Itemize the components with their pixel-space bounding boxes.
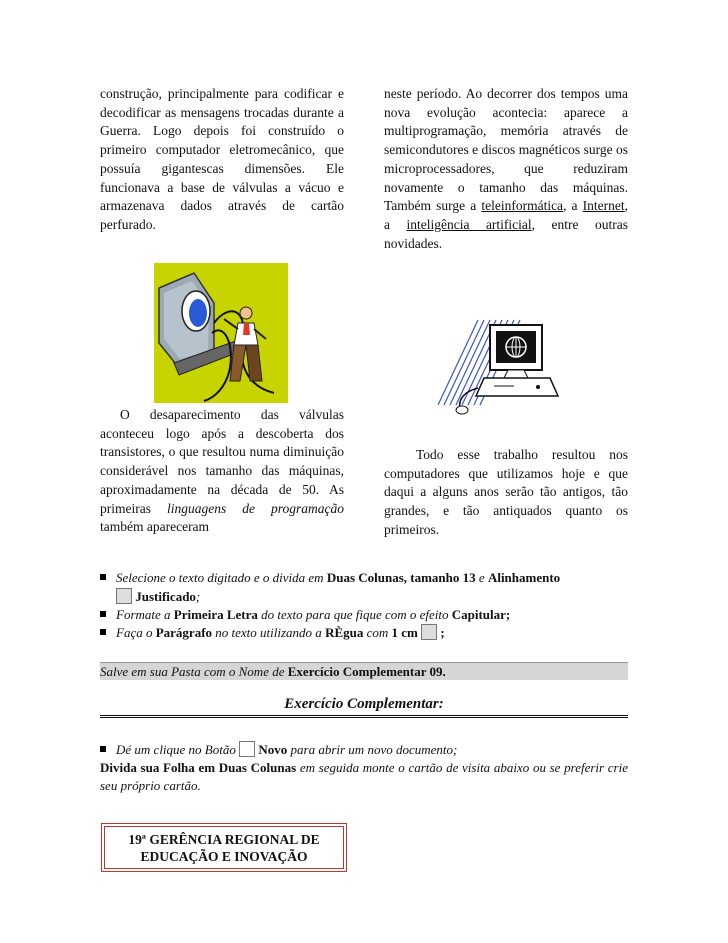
instruction-item-1: Selecione o texto digitado e o divida em Duas Colunas, tamanho 13 e Alinhamento bbox=[100, 569, 630, 587]
business-card bbox=[101, 823, 347, 872]
new-document-icon bbox=[239, 741, 255, 757]
bullet-square-icon bbox=[100, 746, 106, 752]
bullet-square-icon bbox=[100, 574, 106, 580]
link-internet[interactable]: Internet bbox=[582, 198, 625, 214]
right-column-paragraph-2: Todo esse trabalho resultou nos computadores que utilizamos hoje e que daqui a alguns anos serão tão antigos, tão grandes, e tão antiquados quanto os primeiros. bbox=[384, 447, 628, 537]
clipart-desktop-computer bbox=[418, 300, 598, 415]
left-column-paragraph-2: O desaparecimento das válvulas aconteceu logo após a descoberta dos transistores, o que resultou numa diminuição considerável nos tamanho das máquinas, aproximadamente na década de 50. As primeiras linguagens de programação também apareceram bbox=[100, 407, 344, 535]
ruler-indent-icon bbox=[421, 624, 437, 640]
instruction-item-2: Formate a Primeira Letra do texto para que fique com o efeito Capitular; bbox=[100, 606, 510, 624]
emphasis-linguagens: linguagens de programação bbox=[167, 500, 344, 516]
step-instruction-paragraph: Divida sua Folha em Duas Colunas em seguida monte o cartão de visita abaixo ou se preferir crie seu próprio cartão. bbox=[100, 760, 628, 793]
save-instruction-bar: Salve em sua Pasta com o Nome de Exercício Complementar 09. bbox=[100, 662, 628, 680]
link-teleinformatica[interactable]: teleinformática bbox=[481, 198, 564, 214]
bullet-square-icon bbox=[100, 611, 106, 617]
section-divider bbox=[100, 715, 628, 718]
card-line-2: EDUCAÇÃO E INOVAÇÃO bbox=[140, 849, 308, 864]
section-title: Exercício Complementar: bbox=[284, 696, 444, 712]
step-item-new-document: Dé um clique no Botão Novo para abrir um novo documento; bbox=[100, 741, 457, 759]
clipart-computer-user bbox=[154, 263, 288, 403]
right-column-paragraph-1: neste período. Ao decorrer dos tempos uma nova evolução acontecia: aparece a multiprogramação, memória através de semicondutores e discos magnéticos surge os microprocessadores, que reduziram novamente o tamanho das máquinas. Também surge a teleinformática, a Internet, a inteligência artificial, entre outras novidades. bbox=[384, 86, 628, 251]
instruction-item-3: Faça o Parágrafo no texto utilizando a RÈgua com 1 cm ; bbox=[100, 624, 445, 642]
justify-align-icon bbox=[116, 588, 132, 604]
bullet-square-icon bbox=[100, 629, 106, 635]
link-inteligencia-artificial[interactable]: inteligência artificial bbox=[406, 216, 532, 232]
instruction-item-1-continued: Justificado; bbox=[116, 588, 200, 606]
card-line-1: 19ª GERÊNCIA REGIONAL DE bbox=[128, 832, 320, 847]
left-column-paragraph-1: construção, principalmente para codificar e decodificar as mensagens trocadas durante a Guerra. Logo depois foi construído o primeiro computador eletromecânico, que possuía gigantescas dimensões. Ele funcionava a base de válvulas a vácuo e armazenava dados através de cartão perfurado. bbox=[100, 86, 344, 232]
